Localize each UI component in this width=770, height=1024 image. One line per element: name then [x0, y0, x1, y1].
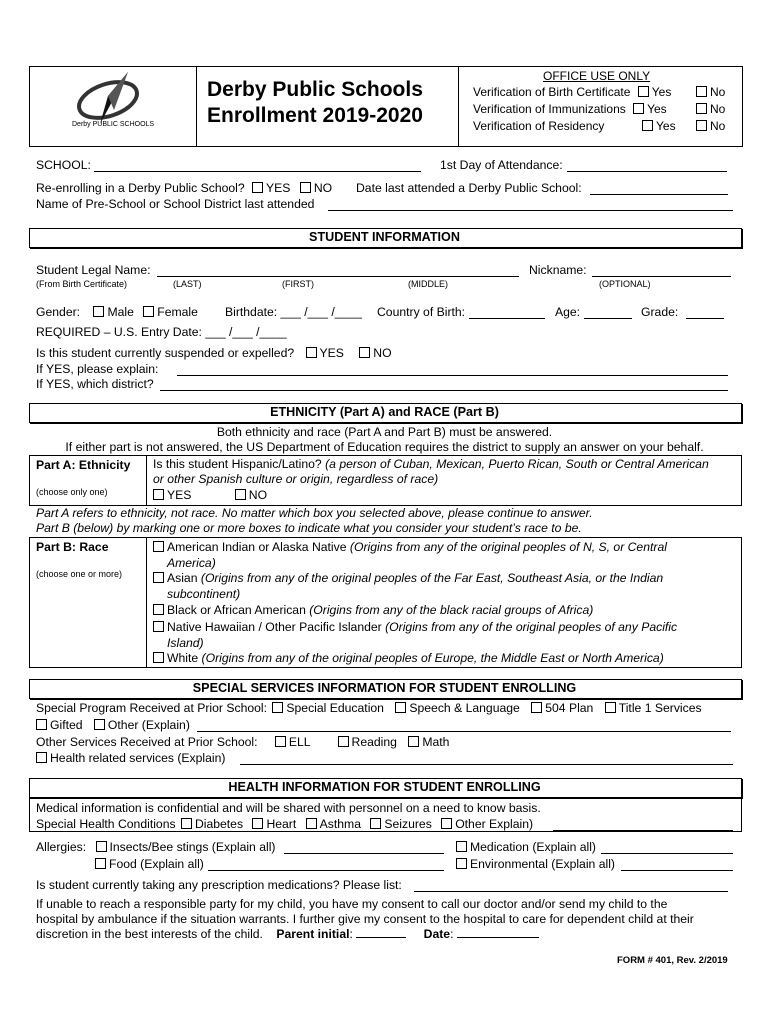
part-a-divider: [146, 455, 147, 505]
checkbox[interactable]: [93, 306, 104, 317]
heart-label: Heart: [266, 817, 297, 831]
race-def: (Origins from any of the original peoples of N, S, or Central: [349, 540, 667, 554]
optional-label: (OPTIONAL): [599, 279, 651, 289]
race-option-hawaiian: [153, 620, 677, 634]
checkbox[interactable]: [252, 182, 263, 193]
conditions-other-field[interactable]: [553, 830, 733, 831]
race-option-american-indian: [153, 540, 667, 554]
checkbox[interactable]: [153, 652, 164, 663]
other-explain-label: Other (Explain): [107, 718, 190, 732]
checkbox[interactable]: [696, 103, 707, 114]
checkbox[interactable]: [696, 86, 707, 97]
part-b-title: Part B: Race: [36, 540, 109, 554]
part-a-def-2: or other Spanish culture or origin, regardless of race): [153, 472, 439, 486]
asthma-label: Asthma: [319, 817, 361, 831]
health-heading: HEALTH INFORMATION FOR STUDENT ENROLLING: [228, 780, 541, 794]
part-a-def-1: (a person of Cuban, Mexican, Puerto Rican, South or Central American: [325, 457, 709, 471]
page-title-line2: Enrollment 2019-2020: [207, 104, 423, 127]
race-def: (Origins from any of the black racial groups of Africa): [309, 603, 594, 617]
office-row-immun-no: [696, 102, 725, 116]
health-related-label: Health related services (Explain): [50, 751, 226, 765]
office-row-immun: [473, 102, 667, 116]
checkbox[interactable]: [359, 347, 370, 358]
preschool-field[interactable]: [328, 210, 733, 211]
speech-label: Speech & Language: [409, 701, 520, 715]
parent-initial-label: Parent initial: [276, 927, 350, 941]
gender-label: Gender:: [36, 305, 81, 319]
logo-text: Derby PUBLIC SCHOOLS: [72, 121, 155, 128]
special-program-label: Special Program Received at Prior School:: [36, 701, 267, 715]
race-def: (Origins from any of the original peoples of any Pacific: [385, 620, 678, 634]
part-a-question: Is this student Hispanic/Latino?: [153, 457, 322, 471]
middle-label: (MIDDLE): [408, 279, 448, 289]
student-info-heading: STUDENT INFORMATION: [309, 230, 460, 244]
checkbox[interactable]: [696, 120, 707, 131]
female-label: Female: [157, 305, 198, 319]
medication-field[interactable]: [601, 853, 733, 854]
checkbox[interactable]: [272, 702, 283, 713]
last-label: (LAST): [173, 279, 202, 289]
checkbox[interactable]: [338, 736, 349, 747]
food-row: [95, 857, 204, 871]
checkbox[interactable]: [370, 818, 381, 829]
date-last-field[interactable]: [590, 194, 728, 195]
seizures-label: Seizures: [384, 817, 432, 831]
insects-label: Insects/Bee stings (Explain all): [109, 840, 276, 854]
other-services-label: Other Services Received at Prior School:: [36, 735, 258, 749]
checkbox[interactable]: [252, 818, 263, 829]
part-a-question-row: [153, 457, 709, 471]
birthdate-label: Birthdate: ___ /___ /____: [225, 305, 362, 319]
conditions-label: Special Health Conditions: [36, 817, 176, 831]
checkbox[interactable]: [408, 736, 419, 747]
race-def: (Origins from any of the original peoples of the Far East, Southeast Asia, or the Indian: [200, 571, 664, 585]
checkbox[interactable]: [306, 818, 317, 829]
race-name: Native Hawaiian / Other Pacific Islander: [167, 620, 382, 634]
insects-field[interactable]: [284, 853, 444, 854]
nickname-field[interactable]: [592, 276, 731, 277]
math-label: Math: [422, 735, 450, 749]
no-label: No: [710, 85, 726, 99]
checkbox[interactable]: [605, 702, 616, 713]
yes-label: Yes: [656, 119, 676, 133]
health-related-field[interactable]: [240, 764, 733, 765]
gifted-row: [36, 718, 190, 732]
health-related-row: [36, 751, 225, 765]
race-name: White: [167, 651, 199, 665]
office-row-label: Verification of Birth Certificate: [473, 85, 631, 99]
consent-line-1: If unable to reach a responsible party for my child, you have my consent to call our doctor and/or send my child to the: [36, 897, 668, 911]
race-option-white: [153, 651, 664, 665]
preschool-label: Name of Pre-School or School District last attended: [36, 197, 315, 211]
ell-label: ELL: [288, 735, 311, 749]
allergies-row: [36, 840, 275, 854]
age-label: Age:: [555, 305, 581, 319]
checkbox[interactable]: [395, 702, 406, 713]
part-a-note: (choose only one): [36, 487, 108, 497]
checkbox[interactable]: [531, 702, 542, 713]
allergies-label: Allergies:: [36, 840, 87, 854]
yes-label: YES: [319, 346, 344, 360]
medication-row: [456, 840, 596, 854]
suspended-label: Is this student currently suspended or expelled?: [36, 346, 295, 360]
prescription-label: Is student currently taking any prescription medications? Please list:: [36, 878, 402, 892]
reading-label: Reading: [351, 735, 397, 749]
first-label: (FIRST): [282, 279, 314, 289]
no-label: NO: [248, 488, 268, 502]
yes-label: YES: [167, 488, 192, 502]
office-row-residency: [473, 119, 604, 133]
office-use-title: OFFICE USE ONLY: [543, 69, 651, 83]
race-name: Asian: [167, 571, 198, 585]
form-number: FORM # 401, Rev. 2/2019: [617, 955, 728, 966]
entry-date-label: REQUIRED – U.S. Entry Date: ___ /___ /____: [36, 325, 287, 339]
office-row-birth: [473, 85, 671, 99]
male-label: Male: [107, 305, 134, 319]
suspended-row: [36, 346, 392, 360]
checkbox[interactable]: [633, 103, 644, 114]
checkbox[interactable]: [36, 719, 47, 730]
part-b-divider: [146, 537, 147, 667]
other-explain-label: Other Explain): [455, 817, 534, 831]
other-explain-field[interactable]: [197, 731, 731, 732]
checkbox[interactable]: [153, 541, 164, 552]
race-option-asian: [153, 571, 663, 585]
checkbox[interactable]: [95, 858, 106, 869]
date-last-label: Date last attended a Derby Public School:: [356, 181, 582, 195]
checkbox[interactable]: [456, 858, 467, 869]
date-field[interactable]: [457, 937, 539, 938]
race-option-black: [153, 603, 593, 617]
legal-name-label: Student Legal Name:: [36, 263, 151, 277]
checkbox[interactable]: [36, 752, 47, 763]
part-a-answers: [153, 488, 267, 502]
country-field[interactable]: [469, 318, 545, 319]
environmental-row: [456, 857, 615, 871]
office-row-residency-yes: [642, 119, 676, 133]
conditions-row: [36, 817, 533, 831]
page-title-line1: Derby Public Schools: [207, 78, 423, 101]
country-label: Country of Birth:: [377, 305, 466, 319]
race-name: Black or African American: [167, 603, 306, 617]
office-row-label: Verification of Residency: [473, 119, 605, 133]
checkbox[interactable]: [96, 841, 107, 852]
checkbox[interactable]: [153, 572, 164, 583]
first-day-field[interactable]: [567, 171, 727, 172]
school-field[interactable]: [94, 171, 421, 172]
office-row-residency-no: [696, 119, 725, 133]
parent-initial-field[interactable]: [356, 937, 406, 938]
checkbox[interactable]: [153, 489, 164, 500]
ethnicity-middle-note-1: Part A refers to ethnicity, not race. No matter which box you selected above, please continue to answer.: [36, 506, 593, 520]
diabetes-label: Diabetes: [194, 817, 244, 831]
checkbox[interactable]: [300, 182, 311, 193]
race-def: (Origins from any of the original peoples of Europe, the Middle East or North America): [201, 651, 664, 665]
confidential-note: Medical information is confidential and will be shared with personnel on a need to know basis.: [36, 801, 541, 815]
checkbox[interactable]: [638, 86, 649, 97]
checkbox[interactable]: [153, 621, 164, 632]
environmental-field[interactable]: [621, 870, 733, 871]
if-yes-district-label: If YES, which district?: [36, 377, 154, 391]
birth-cert-note: (From Birth Certificate): [36, 279, 128, 289]
checkbox[interactable]: [143, 306, 154, 317]
food-label: Food (Explain all): [109, 857, 204, 871]
first-day-label: 1st Day of Attendance:: [440, 158, 563, 172]
race-def-cont: America): [167, 556, 216, 570]
ethnicity-middle-note-2: Part B (below) by marking one or more boxes to indicate what you consider your student’s race to be.: [36, 521, 582, 535]
checkbox[interactable]: [181, 818, 192, 829]
gender-row: [36, 305, 198, 319]
checkbox[interactable]: [153, 604, 164, 615]
consent-text: discretion in the best interests of the child.: [36, 927, 263, 941]
consent-line-2: hospital by ambulance if the situation warrants. I further give my consent to the hospital to care for dependent child at their: [36, 912, 694, 926]
environmental-label: Environmental (Explain all): [470, 857, 615, 871]
part-a-title: Part A: Ethnicity: [36, 458, 131, 472]
no-label: No: [710, 102, 726, 116]
ethnicity-intro-2: If either part is not answered, the US Department of Education requires the district to supply an answer on your behalf.: [65, 440, 704, 454]
prescription-field[interactable]: [414, 891, 728, 892]
race-def-cont: Island): [167, 636, 204, 650]
reenroll-row: [36, 181, 332, 195]
checkbox[interactable]: [94, 719, 105, 730]
special-program-row: [36, 701, 702, 715]
legal-name-field[interactable]: [157, 276, 519, 277]
age-field[interactable]: [584, 318, 632, 319]
no-label: NO: [313, 181, 333, 195]
header-divider-1: [196, 66, 197, 146]
checkbox[interactable]: [306, 347, 317, 358]
ethnicity-heading: ETHNICITY (Part A) and RACE (Part B): [270, 405, 499, 419]
no-label: NO: [373, 346, 392, 360]
checkbox[interactable]: [642, 120, 653, 131]
header-divider-2: [458, 66, 459, 146]
ethnicity-intro-1: Both ethnicity and race (Part A and Part B) must be answered.: [216, 425, 553, 439]
if-yes-district-field[interactable]: [160, 390, 728, 391]
grade-field[interactable]: [686, 318, 724, 319]
special-heading: SPECIAL SERVICES INFORMATION FOR STUDENT ENROLLING: [192, 681, 577, 695]
food-field[interactable]: [208, 870, 444, 871]
medication-label: Medication (Explain all): [470, 840, 596, 854]
no-label: No: [710, 119, 726, 133]
gifted-label: Gifted: [50, 718, 83, 732]
special-ed-label: Special Education: [286, 701, 384, 715]
if-yes-explain-field[interactable]: [177, 375, 728, 376]
checkbox[interactable]: [441, 818, 452, 829]
part-b-note: (choose one or more): [36, 569, 123, 579]
checkbox[interactable]: [275, 736, 286, 747]
title1-label: Title 1 Services: [618, 701, 702, 715]
school-label: SCHOOL:: [36, 158, 91, 172]
date-label: Date: [423, 927, 451, 941]
race-name: American Indian or Alaska Native: [167, 540, 347, 554]
yes-label: Yes: [647, 102, 667, 116]
checkbox[interactable]: [235, 489, 246, 500]
grade-label: Grade:: [641, 305, 679, 319]
nickname-label: Nickname:: [529, 263, 587, 277]
office-row-birth-no: [696, 85, 725, 99]
office-row-label: Verification of Immunizations: [473, 102, 626, 116]
consent-line-3: discretion in the best interests of the child. Parent initial: Date:: [36, 927, 539, 941]
race-def-cont: subcontinent): [167, 587, 241, 601]
checkbox[interactable]: [456, 841, 467, 852]
yes-label: YES: [266, 181, 291, 195]
plan504-label: 504 Plan: [545, 701, 594, 715]
reenroll-label: Re-enrolling in a Derby Public School?: [36, 181, 245, 195]
if-yes-explain-label: If YES, please explain:: [36, 362, 159, 376]
yes-label: Yes: [651, 85, 672, 99]
other-services-row: [36, 735, 449, 749]
